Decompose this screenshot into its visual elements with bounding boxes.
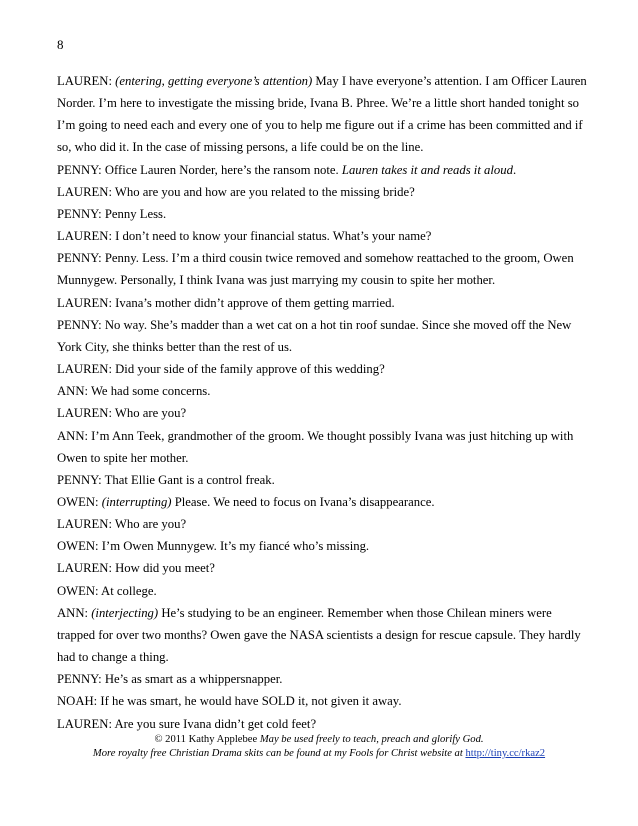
line-text: Norder. I’m here to investigate the missing bride, Ivana B. Phree. We’re a little short handed tonight so <box>57 96 579 111</box>
page-number: 8 <box>57 37 64 52</box>
line-text-continued: He’s studying to be an engineer. Remember when those Chilean miners were <box>158 605 552 620</box>
line-text: PENNY: That Ellie Gant is a control freak. <box>57 472 275 487</box>
line-text: ANN: <box>57 605 92 620</box>
script-line <box>57 380 592 402</box>
line-text: LAUREN: Did your side of the family approve of this wedding? <box>57 362 385 377</box>
line-text: LAUREN: Are you sure Ivana didn’t get cold feet? <box>57 716 317 731</box>
script-line <box>57 314 592 336</box>
line-text: LAUREN: Who are you? <box>57 517 187 532</box>
line-text-continued: Please. We need to focus on Ivana’s disappearance. <box>171 494 435 509</box>
script-line <box>57 580 592 602</box>
line-text: LAUREN: How did you meet? <box>57 561 215 576</box>
line-text-continued: . <box>512 162 517 177</box>
stage-direction: (interjecting) <box>91 605 159 620</box>
script-line <box>57 203 592 225</box>
line-text: LAUREN: Ivana’s mother didn’t approve of them getting married. <box>57 295 395 310</box>
script-line <box>57 92 592 114</box>
line-text: OWEN: <box>57 494 102 509</box>
script-line <box>57 159 592 181</box>
script-line <box>57 668 592 690</box>
script-body <box>57 70 592 735</box>
line-text: LAUREN: <box>57 74 116 88</box>
line-text: Munnygew. Personally, I think Ivana was just marrying my cousin to spite her mother. <box>57 273 496 288</box>
line-text-continued: May I have everyone’s attention. I am Officer Lauren <box>312 74 587 88</box>
stage-direction: Lauren takes it and reads it aloud <box>341 162 513 177</box>
line-text: I’m going to need each and every one of you to help me figure out if a crime has been committed and if <box>57 118 583 133</box>
script-line <box>57 269 592 291</box>
footer-website-link[interactable]: http://tiny.cc/rkaz2 <box>465 748 546 759</box>
script-line <box>57 136 592 158</box>
script-line <box>57 624 592 646</box>
script-line <box>57 247 592 269</box>
line-text: OWEN: At college. <box>57 583 157 598</box>
line-text: LAUREN: Who are you? <box>57 406 187 421</box>
line-text: Owen to spite her mother. <box>57 450 189 465</box>
line-text: LAUREN: Who are you and how are you related to the missing bride? <box>57 184 415 199</box>
line-text: PENNY: Penny. Less. I’m a third cousin twice removed and somehow reattached to the groom, Owen <box>57 251 574 266</box>
script-line <box>57 292 592 314</box>
script-line <box>57 70 592 92</box>
script-line <box>57 358 592 380</box>
script-line <box>57 469 592 491</box>
line-text: LAUREN: I don’t need to know your financial status. What’s your name? <box>57 229 432 244</box>
script-line <box>57 557 592 579</box>
line-text: trapped for over two months? Owen gave the NASA scientists a design for rescue capsule. They hardly <box>57 627 581 642</box>
script-line <box>57 535 592 557</box>
script-line <box>57 491 592 513</box>
script-line <box>57 713 592 735</box>
script-line <box>57 425 592 447</box>
footer-copyright-line <box>0 733 638 747</box>
script-line <box>57 225 592 247</box>
line-text: PENNY: No way. She’s madder than a wet cat on a hot tin roof sundae. Since she moved off the New <box>57 317 572 332</box>
script-line <box>57 336 592 358</box>
footer-website-note: More royalty free Christian Drama skits can be found at my Fools for Christ website at <box>92 748 466 759</box>
footer-website-line <box>0 747 638 761</box>
script-line <box>57 513 592 535</box>
line-text: ANN: I’m Ann Teek, grandmother of the groom. We thought possibly Ivana was just hitching up with <box>57 428 574 443</box>
script-line <box>57 447 592 469</box>
stage-direction: (interrupting) <box>101 494 172 509</box>
line-text: so, who did it. In the case of missing persons, a life could be on the line. <box>57 140 424 155</box>
script-line <box>57 646 592 668</box>
line-text: York City, she thinks better than the rest of us. <box>57 339 293 354</box>
script-line <box>57 690 592 712</box>
footer-copyright: © 2011 Kathy Applebee <box>154 734 260 745</box>
script-line <box>57 114 592 136</box>
script-line <box>57 402 592 424</box>
line-text: PENNY: Penny Less. <box>57 206 167 221</box>
line-text: NOAH: If he was smart, he would have SOLD it, not given it away. <box>57 694 402 709</box>
line-text: PENNY: Office Lauren Norder, here’s the ransom note. <box>57 162 342 177</box>
page-footer <box>0 733 638 761</box>
script-line <box>57 181 592 203</box>
line-text: ANN: We had some concerns. <box>57 384 211 399</box>
line-text: PENNY: He’s as smart as a whippersnapper. <box>57 672 283 687</box>
footer-usage-note: May be used freely to teach, preach and glorify God. <box>259 734 484 745</box>
line-text: had to change a thing. <box>57 650 169 665</box>
stage-direction: (entering, getting everyone’s attention) <box>115 74 313 88</box>
script-line <box>57 602 592 624</box>
line-text: OWEN: I’m Owen Munnygew. It’s my fiancé who’s missing. <box>57 539 370 554</box>
